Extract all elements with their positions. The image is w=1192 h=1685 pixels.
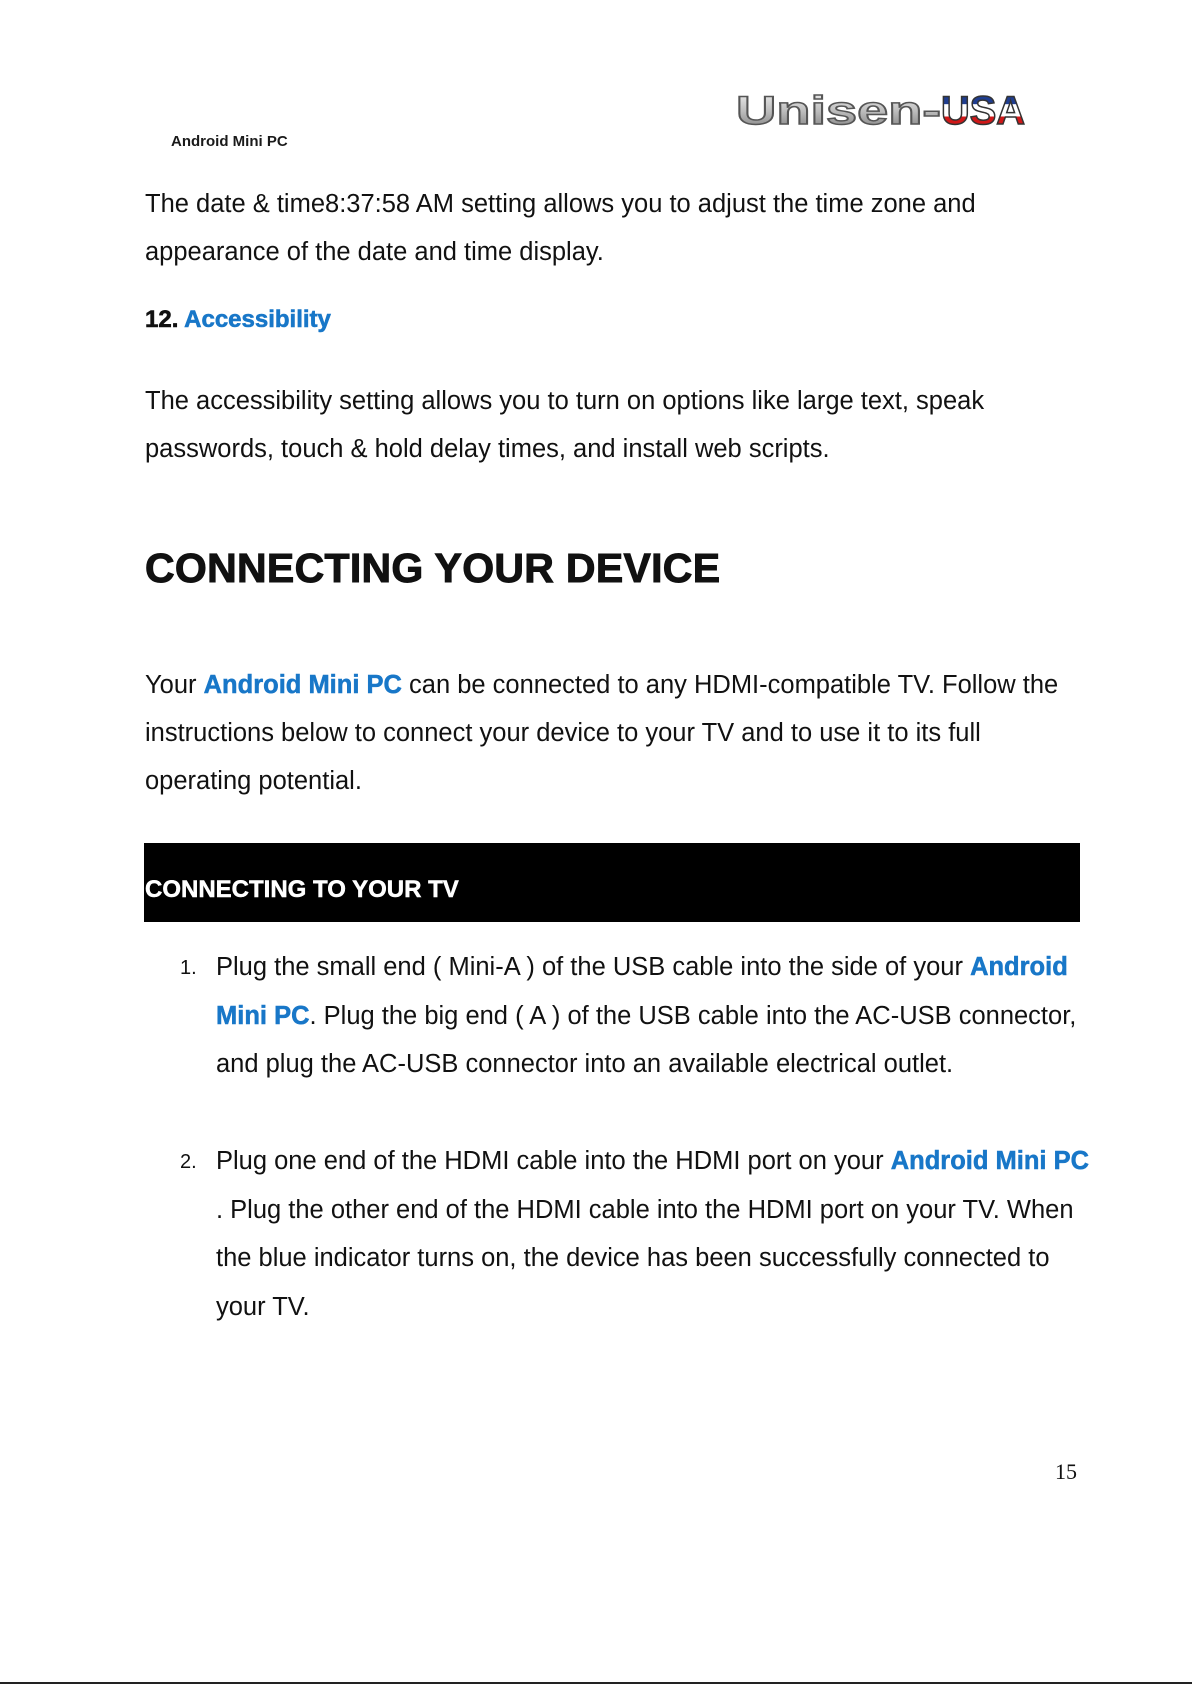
accessibility-paragraph: The accessibility setting allows you to turn on options like large text, speak passwords, touch & hold delay times, and install web scripts. bbox=[145, 387, 985, 463]
svg-text:USA: USA bbox=[941, 89, 1025, 133]
step-2-product: Android Mini PC bbox=[890, 1147, 1090, 1175]
intro-prefix: Your bbox=[145, 671, 197, 699]
bottom-rule bbox=[0, 1682, 1192, 1684]
step-2-before: Plug one end of the HDMI cable into the HDMI port on your bbox=[216, 1147, 884, 1175]
connecting-intro-paragraph bbox=[145, 661, 1085, 805]
connecting-device-heading: CONNECTING YOUR DEVICE bbox=[145, 545, 721, 591]
step-1-product: Android Mini PC bbox=[216, 953, 1068, 1030]
step-1-after: . Plug the big end ( A ) of the USB cable into the AC-USB connector, and plug the AC-USB connector into an available electrical outlet. bbox=[216, 1001, 1077, 1078]
step-2-number: 2. bbox=[180, 1151, 197, 1173]
page-number: 15 bbox=[1055, 1459, 1077, 1484]
step-1-before: Plug the small end ( Mini-A ) of the USB cable into the side of your bbox=[216, 953, 963, 981]
header-title: Android Mini PC bbox=[171, 133, 288, 150]
step-2-text bbox=[216, 1137, 1096, 1331]
section-number: 12. bbox=[145, 306, 179, 333]
svg-text:Unisen-: Unisen- bbox=[736, 89, 941, 133]
step-2-after: . Plug the other end of the HDMI cable into the HDMI port on your TV. When the blue indicator turns on, the device has been successfully connected to your TV. bbox=[216, 1195, 1074, 1321]
step-1-number: 1. bbox=[180, 957, 197, 979]
tv-section-title: CONNECTING TO YOUR TV bbox=[145, 876, 459, 903]
step-1-text bbox=[216, 943, 1096, 1089]
intro-suffix: can be connected to any HDMI-compatible TV. Follow the instructions below to connect your device to your TV and to use it to its full operating potential. bbox=[145, 671, 1059, 795]
intro-paragraph: The date & time8:37:58 AM setting allows you to adjust the time zone and appearance of the date and time display. bbox=[145, 190, 976, 266]
section-title: Accessibility bbox=[184, 306, 331, 333]
product-name: Android Mini PC bbox=[203, 671, 402, 699]
section-heading-accessibility bbox=[145, 306, 331, 334]
unisen-usa-logo bbox=[733, 88, 1028, 136]
